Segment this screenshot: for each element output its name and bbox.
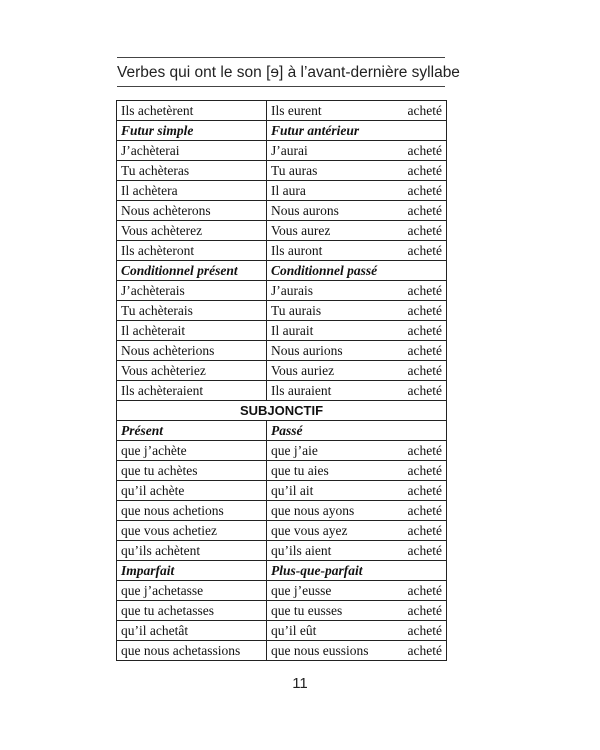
simple-form-cell: que tu achetasses	[117, 601, 267, 621]
table-row	[117, 181, 447, 201]
compound-form-wrapper	[271, 321, 442, 340]
compound-form-cell	[267, 381, 447, 401]
compound-tense-heading: Plus-que-parfait	[267, 561, 447, 581]
compound-form-cell	[267, 601, 447, 621]
compound-form-cell	[267, 461, 447, 481]
compound-form-wrapper	[271, 441, 442, 460]
compound-form-wrapper	[271, 241, 442, 260]
table-row	[117, 361, 447, 381]
compound-form-wrapper	[271, 501, 442, 520]
table-row	[117, 241, 447, 261]
page-title: Verbes qui ont le son [ɘ] à l’avant-dernière syllabe	[117, 64, 460, 81]
compound-form-cell	[267, 321, 447, 341]
simple-form-cell: Il achètera	[117, 181, 267, 201]
compound-form-cell	[267, 441, 447, 461]
simple-form-cell: qu’il achetât	[117, 621, 267, 641]
compound-form-cell	[267, 221, 447, 241]
past-participle: acheté	[407, 163, 442, 178]
compound-form-cell	[267, 141, 447, 161]
simple-form-cell: que tu achètes	[117, 461, 267, 481]
past-participle: acheté	[407, 443, 442, 458]
auxiliary-form: que nous eussions	[271, 643, 369, 658]
auxiliary-form: Tu aurais	[271, 303, 322, 318]
table-row	[117, 581, 447, 601]
auxiliary-form: Ils auront	[271, 243, 323, 258]
table-row	[117, 481, 447, 501]
past-participle: acheté	[407, 383, 442, 398]
compound-form-wrapper	[271, 621, 442, 640]
compound-form-wrapper	[271, 461, 442, 480]
compound-form-cell	[267, 301, 447, 321]
compound-form-wrapper	[271, 581, 442, 600]
simple-form-cell: Nous achèterions	[117, 341, 267, 361]
auxiliary-form: que tu aies	[271, 463, 329, 478]
table-row	[117, 381, 447, 401]
simple-form-cell: Ils achetèrent	[117, 101, 267, 121]
past-participle: acheté	[407, 103, 442, 118]
compound-form-wrapper	[271, 161, 442, 180]
table-row	[117, 341, 447, 361]
auxiliary-form: J’aurai	[271, 143, 308, 158]
compound-form-cell	[267, 161, 447, 181]
table-row	[117, 541, 447, 561]
simple-tense-heading: Futur simple	[117, 121, 267, 141]
past-participle: acheté	[407, 603, 442, 618]
auxiliary-form: que vous ayez	[271, 523, 348, 538]
table-row	[117, 441, 447, 461]
compound-form-cell	[267, 481, 447, 501]
simple-tense-heading: Conditionnel présent	[117, 261, 267, 281]
table-row	[117, 321, 447, 341]
tense-header-row	[117, 561, 447, 581]
simple-form-cell: que j’achète	[117, 441, 267, 461]
compound-form-cell	[267, 621, 447, 641]
simple-form-cell: Tu achèteras	[117, 161, 267, 181]
simple-form-cell: Ils achèteraient	[117, 381, 267, 401]
auxiliary-form: Tu auras	[271, 163, 318, 178]
table-row	[117, 461, 447, 481]
compound-form-wrapper	[271, 101, 442, 120]
simple-form-cell: que vous achetiez	[117, 521, 267, 541]
auxiliary-form: que tu eusses	[271, 603, 343, 618]
page-number: 11	[292, 675, 308, 692]
table-row	[117, 641, 447, 661]
past-participle: acheté	[407, 223, 442, 238]
auxiliary-form: que j’eusse	[271, 583, 332, 598]
past-participle: acheté	[407, 183, 442, 198]
table-row	[117, 281, 447, 301]
past-participle: acheté	[407, 503, 442, 518]
past-participle: acheté	[407, 543, 442, 558]
auxiliary-form: J’aurais	[271, 283, 313, 298]
table-row	[117, 101, 447, 121]
past-participle: acheté	[407, 463, 442, 478]
simple-form-cell: Il achèterait	[117, 321, 267, 341]
auxiliary-form: Nous aurions	[271, 343, 343, 358]
section-row	[117, 401, 447, 421]
simple-form-cell: Ils achèteront	[117, 241, 267, 261]
simple-tense-heading: Présent	[117, 421, 267, 441]
table-row	[117, 201, 447, 221]
header-bottom-rule	[117, 86, 445, 87]
compound-form-cell	[267, 521, 447, 541]
simple-form-cell: J’achèterai	[117, 141, 267, 161]
simple-form-cell: que nous achetions	[117, 501, 267, 521]
past-participle: acheté	[407, 623, 442, 638]
auxiliary-form: qu’ils aient	[271, 543, 332, 558]
past-participle: acheté	[407, 303, 442, 318]
compound-form-wrapper	[271, 381, 442, 400]
compound-form-wrapper	[271, 201, 442, 220]
table-row	[117, 301, 447, 321]
past-participle: acheté	[407, 643, 442, 658]
table-row	[117, 501, 447, 521]
simple-form-cell: que nous achetassions	[117, 641, 267, 661]
compound-form-wrapper	[271, 521, 442, 540]
past-participle: acheté	[407, 363, 442, 378]
auxiliary-form: Ils eurent	[271, 103, 322, 118]
compound-form-cell	[267, 641, 447, 661]
compound-form-wrapper	[271, 481, 442, 500]
auxiliary-form: Vous aurez	[271, 223, 331, 238]
compound-form-wrapper	[271, 181, 442, 200]
simple-form-cell: qu’ils achètent	[117, 541, 267, 561]
compound-form-wrapper	[271, 601, 442, 620]
compound-form-wrapper	[271, 281, 442, 300]
table-row	[117, 141, 447, 161]
table-row	[117, 621, 447, 641]
compound-form-wrapper	[271, 301, 442, 320]
compound-form-cell	[267, 581, 447, 601]
compound-tense-heading: Futur antérieur	[267, 121, 447, 141]
simple-tense-heading: Imparfait	[117, 561, 267, 581]
table-row	[117, 221, 447, 241]
past-participle: acheté	[407, 323, 442, 338]
simple-form-cell: J’achèterais	[117, 281, 267, 301]
section-heading: SUBJONCTIF	[117, 401, 447, 421]
simple-form-cell: Vous achèterez	[117, 221, 267, 241]
compound-form-cell	[267, 101, 447, 121]
auxiliary-form: Vous auriez	[271, 363, 335, 378]
compound-form-wrapper	[271, 361, 442, 380]
simple-form-cell: Vous achèteriez	[117, 361, 267, 381]
compound-form-cell	[267, 281, 447, 301]
compound-form-cell	[267, 361, 447, 381]
compound-form-cell	[267, 181, 447, 201]
tense-header-row	[117, 421, 447, 441]
past-participle: acheté	[407, 243, 442, 258]
compound-form-cell	[267, 241, 447, 261]
auxiliary-form: Il aura	[271, 183, 306, 198]
auxiliary-form: qu’il ait	[271, 483, 314, 498]
past-participle: acheté	[407, 203, 442, 218]
simple-form-cell: que j’achetasse	[117, 581, 267, 601]
compound-form-wrapper	[271, 641, 442, 660]
table-row	[117, 601, 447, 621]
compound-form-wrapper	[271, 141, 442, 160]
past-participle: acheté	[407, 523, 442, 538]
past-participle: acheté	[407, 143, 442, 158]
past-participle: acheté	[407, 343, 442, 358]
tense-header-row	[117, 121, 447, 141]
past-participle: acheté	[407, 283, 442, 298]
compound-form-cell	[267, 501, 447, 521]
auxiliary-form: Nous aurons	[271, 203, 339, 218]
auxiliary-form: que j’aie	[271, 443, 318, 458]
compound-form-wrapper	[271, 341, 442, 360]
auxiliary-form: qu’il eût	[271, 623, 317, 638]
auxiliary-form: que nous ayons	[271, 503, 355, 518]
compound-tense-heading: Passé	[267, 421, 447, 441]
compound-form-cell	[267, 541, 447, 561]
table-row	[117, 521, 447, 541]
past-participle: acheté	[407, 583, 442, 598]
simple-form-cell: Tu achèterais	[117, 301, 267, 321]
conjugation-table-body	[117, 101, 447, 661]
compound-tense-heading: Conditionnel passé	[267, 261, 447, 281]
compound-form-wrapper	[271, 221, 442, 240]
past-participle: acheté	[407, 483, 442, 498]
header-top-rule	[117, 57, 445, 58]
auxiliary-form: Il aurait	[271, 323, 314, 338]
compound-form-wrapper	[271, 541, 442, 560]
table-row	[117, 161, 447, 181]
conjugation-table	[116, 100, 447, 661]
simple-form-cell: qu’il achète	[117, 481, 267, 501]
tense-header-row	[117, 261, 447, 281]
simple-form-cell: Nous achèterons	[117, 201, 267, 221]
compound-form-cell	[267, 201, 447, 221]
auxiliary-form: Ils auraient	[271, 383, 332, 398]
compound-form-cell	[267, 341, 447, 361]
